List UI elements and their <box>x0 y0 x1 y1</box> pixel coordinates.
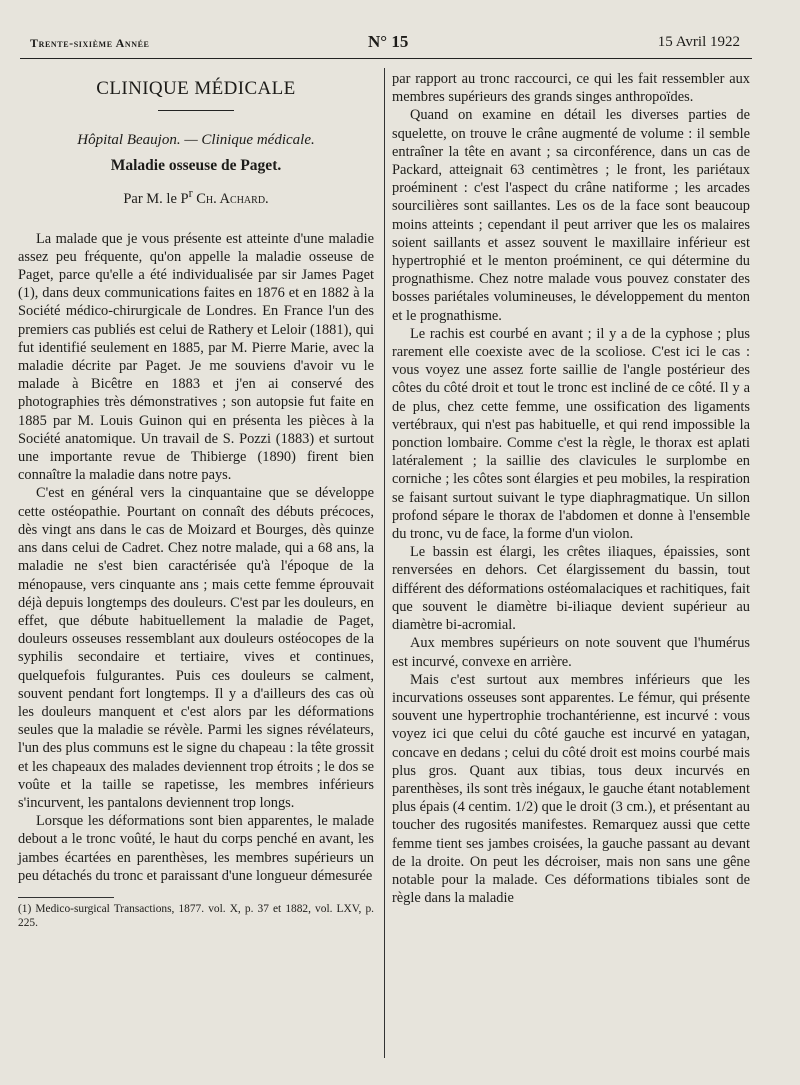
issue-date: 15 Avril 1922 <box>657 34 740 50</box>
paragraph: Lorsque les déformations sont bien apparentes, le malade debout a le tronc voûté, le haut du corps penché en avant, les jambes écartées en parenthèses, les membres supérieurs un peu détachés du tronc et paraissant d'une longueur démesurée <box>18 813 374 884</box>
paragraph: La malade que je vous présente est atteinte d'une maladie assez peu fréquente, qu'on appelle la maladie osseuse de Paget, parce qu'elle a été individualisée par sir James Paget (1), dans deux communications faites en 1876 et en 1882 à la Société médico-chirurgicale de Londres. En France l'un des premiers cas publiés est celui de Rathery et Leloir (1881), qui fut identifié seulement en 1885, par M. Pierre Marie, avec la maladie décrite par Paget. Je me souviens d'avoir vu le malade à Bicêtre en 1883 et j'en ai conservé des photographies très démonstratives ; son autopsie fut faite en 1885 par M. Louis Guinon qui en présenta les pièces à la Société anatomique. Un travail de S. Pozzi (1883) et surtout une importante revue de Thibierge (1890) firent bien connaître la maladie dans notre pays. <box>18 230 374 484</box>
right-column <box>392 70 750 907</box>
header-rule <box>20 58 752 59</box>
article-subtitle: Hôpital Beaujon. — Clinique médicale. <box>77 132 315 149</box>
author-prefix: Par M. le P <box>123 190 189 207</box>
issue-number: N° 15 <box>368 32 409 51</box>
footnote: (1) Medico-surgical Transactions, 1877. vol. X, p. 37 et 1882, vol. LXV, p. 225. <box>18 902 374 929</box>
paragraph: Le bassin est élargi, les crêtes iliaques, épaissies, sont renversées en dehors. Cet élargissement du bassin, tout différent des déformations ostéomalaciques et rachitiques, fait que souvent le diamètre bi-iliaque devient supérieur au diamètre bi-acromial. <box>392 544 750 634</box>
article-title: Maladie osseuse de Paget. <box>110 157 282 175</box>
author-name: Ch. Achard. <box>196 190 269 207</box>
running-header <box>20 32 740 56</box>
paragraph: Quand on examine en détail les diverses parties de squelette, on trouve le crâne augmenté de volume : il semble entraîner la tête en avant ; sa circonférence, dans un cas de Packard, atteignait 63 centimètres ; le front, les pariétaux proéminent : c'est l'aspect du crâne natiforme ; les arcades sourcilières sont saillantes. Les os de la face sont beaucoup moins atteints ; cependant il peut arriver que les os malaires soient saillants et assez souvent le maxillaire inférieur est hypertrophié et le menton proéminent, ce qui détermine du prognathisme. Chez notre malade vous pouvez constater des bosses pariétales volumineuses, le développement du menton et le prognathisme. <box>392 107 750 324</box>
left-column <box>18 70 374 930</box>
title-rule <box>158 110 234 111</box>
author-line <box>18 184 374 208</box>
paragraph: Mais c'est surtout aux membres inférieurs que les incurvations osseuses sont apparentes. Le fémur, qui présente souvent une hypertrophie trochantérienne, est incurvé : vous voyez ici que celui du côté gauche est incurvé en yatagan, concave en dedans ; celui du côté droit est moins courbé mais plus gros. Quant aux tibias, tous deux incurvés en parenthèses, ils sont très inégaux, le gauche étant notablement plus épais (4 centim. 1/2) que le droit (3 cm.), et présentant au toucher des rugosités manifestes. Remarquez aussi que cette femme tient ses jambes croisées, la gauche passant au devant de la droite. On peut les décroiser, mais non sans une gêne notable pour la malade. Ces déformations tibiales sont de règle dans la maladie <box>392 671 750 907</box>
footnote-rule <box>18 897 114 898</box>
paragraph: C'est en général vers la cinquantaine que se développe cette ostéopathie. Pourtant on connaît des débuts précoces, dès vingt ans dans le cas de Moizard et Bourges, dès quinze ans dans celui de Cadret. Chez notre malade, qui a 68 ans, la maladie ne s'est bien caractérisée qu'à l'époque de la ménopause, vers cinquante ans ; mais cette femme éprouvait déjà depuis longtemps des douleurs. C'est par les douleurs, en effet, que débute habituellement la maladie de Paget, douleurs osseuses ressemblant aux douleurs ostéocopes de la syphilis secondaire et tertiaire, vives et continues, quelquefois fulgurantes. Puis ces douleurs se calment, souvent pendant fort longtemps. Il y a d'ailleurs des cas où les douleurs manquent et c'est alors par les déformations seules que la maladie se révèle. Parmi les signes révélateurs, l'un des plus communs est le signe du chapeau : la tête grossit et les chapeaux des malades deviennent trop étroits ; le dos se voûte et la taille se rapetisse, les membres inférieurs s'incurvent, les pantalons deviennent trop longs. <box>18 485 374 811</box>
author-prefix-sup: r <box>188 185 193 200</box>
paragraph: Le rachis est courbé en avant ; il y a de la cyphose ; plus rarement elle coexiste avec de la scoliose. C'est ici le cas : vous voyez une assez forte saillie de l'angle postérieur des côtes du côté droit et tout le tronc est incliné de ce côté. Il y a de plus, chez cette femme, une ossification des ligaments vertébraux, qui n'est pas habituelle, et qui rend impossible la ponction lombaire. Comme c'est la règle, le thorax est aplati latéralement ; la saillie des clavicules le surplombe en corniche ; les côtes sont élargies et peu mobiles, la respiration se faisant surtout suivant le type diaphragmatique. Un sillon profond sépare le thorax de l'abdomen et donne à l'ensemble du tronc, vu de face, la forme d'un violon. <box>392 325 750 543</box>
paragraph: par rapport au tronc raccourci, ce qui les fait ressembler aux membres supérieurs des grands singes anthropoïdes. <box>392 71 750 106</box>
journal-year-label: Trente-sixième Année <box>30 36 150 50</box>
paragraph: Aux membres supérieurs on note souvent que l'humérus est incurvé, convexe en arrière. <box>392 635 750 670</box>
section-title: CLINIQUE MÉDICALE <box>96 78 296 99</box>
column-divider <box>384 68 385 1058</box>
